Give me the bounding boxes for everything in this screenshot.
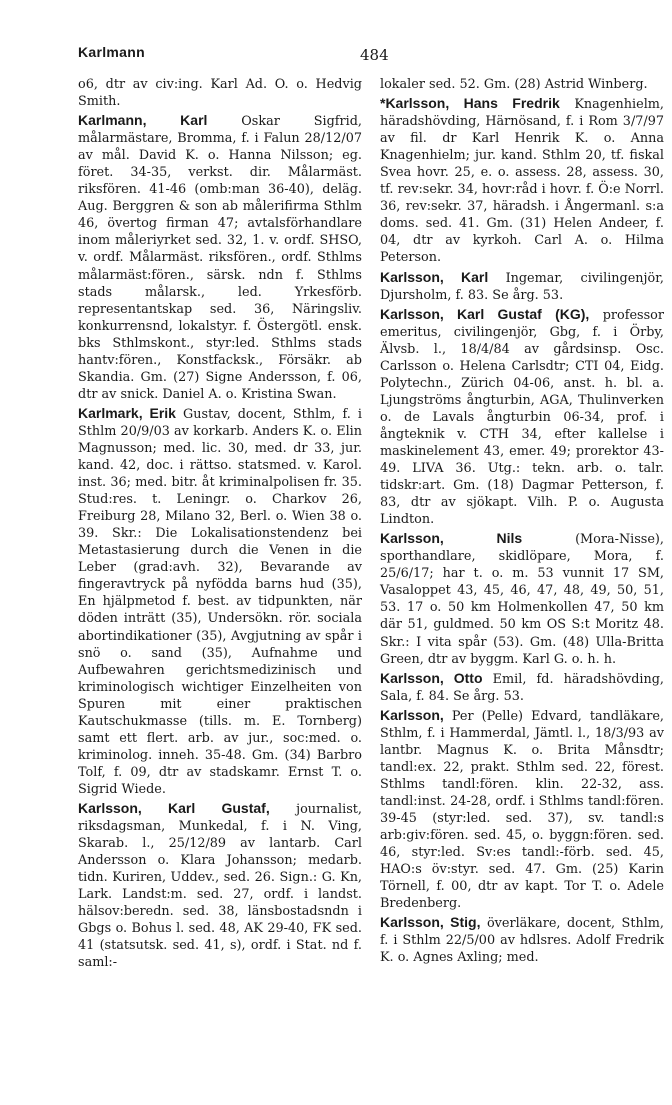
entry (380, 306, 664, 529)
entry-headword: Karlsson, Otto (380, 669, 483, 686)
entry (78, 405, 362, 798)
entry-text: journalist, riksdagsman, Munkedal, f. i N. Ving, Skarab. l., 25/12/89 av lantarb. Carl Andersson o. Klara Johansson; medarb. tidn. Kuriren, Uddev., sed. 26. Sign.: G. Kn, Lark. Landst:m. sed. 27, ordf. i landst. hälsov:beredn. sed. 38, länsbostadsndn i Gbgs o. Bohus l. sed. 48, AK 29-40, FK sed. 41 (statsutsk. sed. 41, s), ordf. i Stat. nd f. saml:- (78, 801, 362, 971)
entry (380, 670, 664, 705)
entry-headword: Karlsson, Nils (380, 530, 523, 547)
entry-headword: Karlsson, Karl Gustaf (KG), (380, 305, 590, 322)
entry-text: Emil, fd. häradshövding, Sala, f. 84. Se årg. 53. (380, 671, 664, 704)
entry (380, 707, 664, 913)
page-header (78, 44, 668, 68)
entry-text: Gustav, docent, Sthlm, f. i Sthlm 20/9/03 av korkarb. Anders K. o. Elin Magnusson; med. lic. 30, med. dr 33, jur. kand. 42, doc. i rättso. statsmed. v. Karol. inst. 36; med. bitr. åt kriminalpolisen fr. 35. Stud:res. t. Leningr. o. Charkov 26, Freiburg 28, Milano 32, Berl. o. Wien 38 o. 39. Skr.: Die Lokalisationstendenz bei Metastasierung durch die Venen in die Leber (grad:avh. 32), Bevarande av fingeravtryck på nyfödda barns hud (35), En hjälpmetod f. best. av tidpunkten, när döden inträtt (35), Undersökn. rör. sociala abortindikationer (35), Avgjutning av spår i snö o. sand (35), Aufnahme und Aufbewahren gerichtsmedizinisch und kriminologisch wichtiger Einzelheiten von Spuren mit einer praktischen Kautschukmasse (tills. m. E. Tornberg) samt ett flert. arb. av jur., soc:med. o. kriminolog. inneh. 35-48. Gm. (34) Barbro Tolf, f. 09, dtr av stadskamr. Ernst T. o. Sigrid Wiede. (78, 406, 362, 797)
left-column (78, 76, 362, 973)
running-head: Karlmann (78, 44, 145, 60)
entry-headword: Karlsson, Stig, (380, 914, 481, 931)
entry (380, 530, 664, 667)
entry-text: (Mora-Nisse), sporthandlare, skidlöpare, Mora, f. 25/6/17; har t. o. m. 53 vunnit 17 SM, Vasaloppet 43, 45, 46, 47, 48, 49, 50, 51, 53. 17 o. 50 km Holmenkollen 47, 50 km där 51, guldmed. 50 km OS S:t Moritz 48. Skr.: I vita spår (53). Gm. (48) Ulla-Britta Green, dtr av byggm. Karl G. o. h. h. (380, 532, 664, 667)
entry-text: o6, dtr av civ:ing. Karl Ad. O. o. Hedvig Smith. (78, 77, 362, 110)
entry (380, 76, 664, 93)
entry-text: Knagenhielm, häradshövding, Härnösand, f. i Rom 3/7/97 av fil. dr Karl Henrik K. o. Anna Knagenhielm; jur. kand. Sthlm 20, tf. fiskal Svea hovr. 25, e. o. assess. 28, assess. 30, tf. rev:sekr. 34, hovr:råd i hovr. f. Ö:e Norrl. 36, rev:sekr. 37, häradsh. i Ångermanl. s:a doms. sed. 41. Gm. (31) Helen Andeer, f. 04, dtr av kyrkoh. Carl A. o. Hilma Peterson. (380, 97, 664, 266)
entry-text: överläkare, docent, Sthlm, f. i Sthlm 22/5/00 av hdlsres. Adolf Fredrik K. o. Agnes Axling; med. (380, 916, 664, 966)
entry-text: professor emeritus, civilingenjör, Gbg, f. i Örby, Älvsb. l., 18/4/84 av gårdsinsp. Osc. Carlsson o. Helena Carlsdtr; CTI 04, Eidg. Polytechn., Zürich 04-06, anst. h. bl. a. Ljungströms ångturbin, AGA, Thulinverken o. de Lavals ångturbin 06-34, prof. i ångteknik v. CTH 34, efter kallelse i maskinelement 43, emer. 49; prorektor 43-49. LIVA 36. Utg.: tekn. arb. o. talr. tidskr:art. Gm. (18) Dagmar Petterson, f. 83, dtr av sjökapt. Vilh. P. o. Augusta Lindton. (380, 307, 664, 528)
entry (380, 914, 664, 966)
entry-text: Ingemar, civilingenjör, Djursholm, f. 83. Se årg. 53. (380, 270, 664, 303)
right-column (380, 76, 664, 968)
page-number: 484 (360, 46, 389, 64)
entry-headword: Karlsson, Karl (380, 268, 489, 285)
entry (380, 269, 664, 304)
entry-text: Per (Pelle) Edvard, tandläkare, Sthlm, f. i Hammerdal, Jämtl. l., 18/3/93 av lantbr. Magnus K. o. Brita Månsdtr; tandl:ex. 22, prakt. Sthlm sed. 22, förest. Sthlms tandl:fören. klin. 22-32, ass. tandl:inst. 24-28, ordf. i Sthlms tandl:fören. 39-45 (styr:led. sed. 37), sv. tandl:s arb:giv:fören. sed. 45, o. byggn:fören. sed. 46, styr:led. Sv:es tandl:-förb. sed. 45, HAO:s öv:styr. sed. 47. Gm. (25) Karin Törnell, f. 00, dtr av kapt. Tor T. o. Adele Bredenberg. (380, 708, 664, 912)
entry-text: lokaler sed. 52. Gm. (28) Astrid Winberg. (380, 77, 648, 92)
entry (78, 76, 362, 110)
entry (78, 112, 362, 403)
entry-headword: Karlmann, Karl (78, 112, 208, 129)
entry-headword: Karlsson, (380, 706, 444, 723)
entry (380, 95, 664, 266)
entry-headword: *Karlsson, Hans Fredrik (380, 95, 560, 112)
entry-headword: Karlsson, Karl Gustaf, (78, 799, 270, 816)
entry-headword: Karlmark, Erik (78, 404, 176, 421)
entry (78, 800, 362, 971)
entry-text: Oskar Sigfrid, målarmästare, Bromma, f. i Falun 28/12/07 av mål. David K. o. Hanna Nilsson; eg. föret. 34-35, verkst. dir. Målarmäst. riksfören. 41-46 (omb:man 36-40), deläg. Aug. Berggren & son ab målerifirma Sthlm 46, övertog firman 47; avtalsförhandlare inom måleriyrket sed. 32, 1. v. ordf. SHSO, v. ordf. Målarmäst. riksfören., ordf. Sthlms målarmäst:fören., särsk. ndn f. Sthlms stads målarsk., led. Yrkesförb. representantskap sed. 36, Näringsliv. konkurrensnd, lokalstyr. f. Östergötl. ensk. bks Sthlmskont., styr:led. Sthlms stads hantv:fören., Konstfacksk., Försäkr. ab Skandia. Gm. (27) Signe Andersson, f. 06, dtr av snick. Daniel A. o. Kristina Swan. (78, 114, 362, 402)
